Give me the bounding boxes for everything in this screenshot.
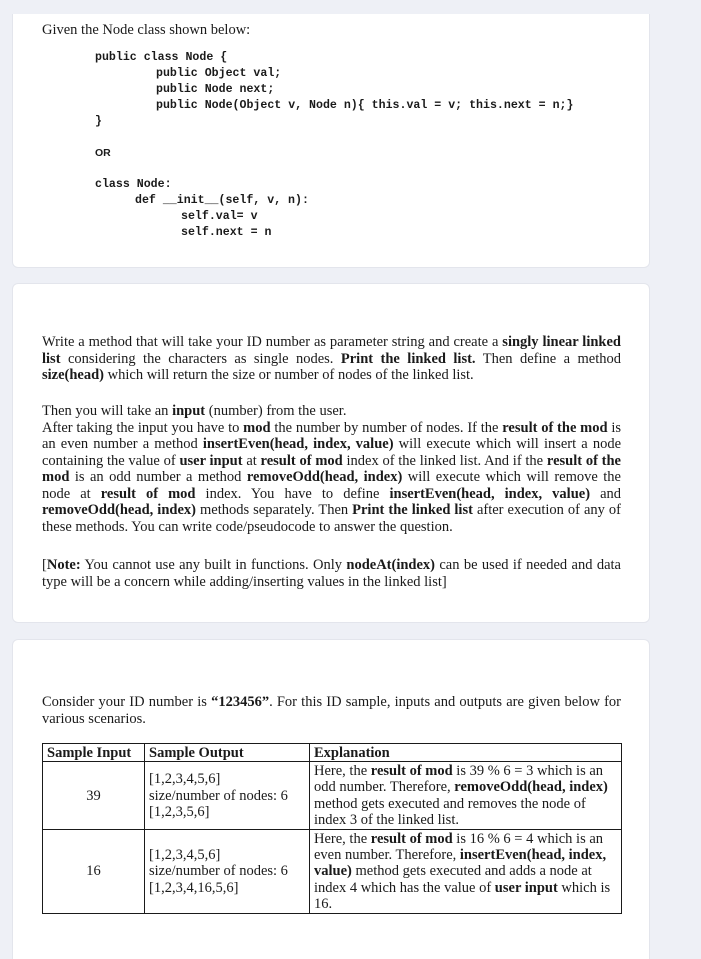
sample-table bbox=[42, 743, 622, 914]
sample-intro: Consider your ID number is “123456”. For this ID sample, inputs and outputs are given below for various scenarios. bbox=[42, 694, 621, 727]
java-code-line: public Node next; bbox=[156, 83, 275, 96]
java-code-line: public class Node { bbox=[95, 51, 228, 64]
java-code-line: } bbox=[95, 115, 102, 128]
table-row bbox=[43, 830, 622, 914]
sample-output-cell: [1,2,3,4,5,6] size/number of nodes: 6 [1,2,3,4,16,5,6] bbox=[145, 830, 310, 914]
header-explanation: Explanation bbox=[310, 744, 622, 762]
sample-input-cell: 39 bbox=[43, 762, 145, 830]
explanation-cell: Here, the result of mod is 39 % 6 = 3 which is an odd number. Therefore, removeOdd(head, index) method gets executed and removes the node of index 3 of the linked list. bbox=[310, 762, 622, 830]
task-description-card bbox=[12, 283, 650, 623]
sample-output-cell: [1,2,3,4,5,6] size/number of nodes: 6 [1,2,3,5,6] bbox=[145, 762, 310, 830]
explanation-cell: Here, the result of mod is 16 % 6 = 4 which is an even number. Therefore, insertEven(head, index, value) method gets executed and adds a node at index 4 which has the value of user input which is 16. bbox=[310, 830, 622, 914]
task-paragraph-2: Then you will take an input (number) from the user. After taking the input you have to mod the number by number of nodes. If the result of the mod is an even number a method insertEven(head, index, value) will execute which will insert a node containing the value of user input at result of mod index of the linked list. And if the result of the mod is an odd number a method removeOdd(head, index) will execute which will remove the node at result of mod index. You have to define insertEven(head, index, value) and removeOdd(head, index) methods separately. Then Print the linked list after execution of any of these methods. You can write code/pseudocode to answer the question. bbox=[42, 403, 622, 535]
java-code-line: public Object val; bbox=[156, 67, 282, 80]
header-sample-output: Sample Output bbox=[145, 744, 310, 762]
sample-input-cell: 16 bbox=[43, 830, 145, 914]
python-code-line: self.val= v bbox=[181, 210, 258, 223]
or-label: OR bbox=[95, 147, 111, 159]
task-paragraph-1: Write a method that will take your ID number as parameter string and create a singly linear linked list considering the characters as single nodes. Print the linked list. Then define a method size(head) which will return the size or number of nodes of the linked list. bbox=[42, 334, 621, 383]
note-paragraph: [Note: You cannot use any built in functions. Only nodeAt(index) can be used if needed and data type will be a concern while adding/inserting values in the linked list] bbox=[42, 557, 621, 590]
java-code-line: public Node(Object v, Node n){ this.val = v; this.next = n;} bbox=[156, 99, 574, 112]
table-row bbox=[43, 762, 622, 830]
python-code-line: self.next = n bbox=[181, 226, 272, 239]
node-class-card bbox=[12, 14, 650, 268]
python-code-line: def __init__(self, v, n): bbox=[135, 194, 309, 207]
header-sample-input: Sample Input bbox=[43, 744, 145, 762]
sample-scenarios-card bbox=[12, 639, 650, 959]
table-header-row bbox=[43, 744, 622, 762]
node-class-intro: Given the Node class shown below: bbox=[42, 22, 251, 38]
python-code-line: class Node: bbox=[95, 178, 172, 191]
